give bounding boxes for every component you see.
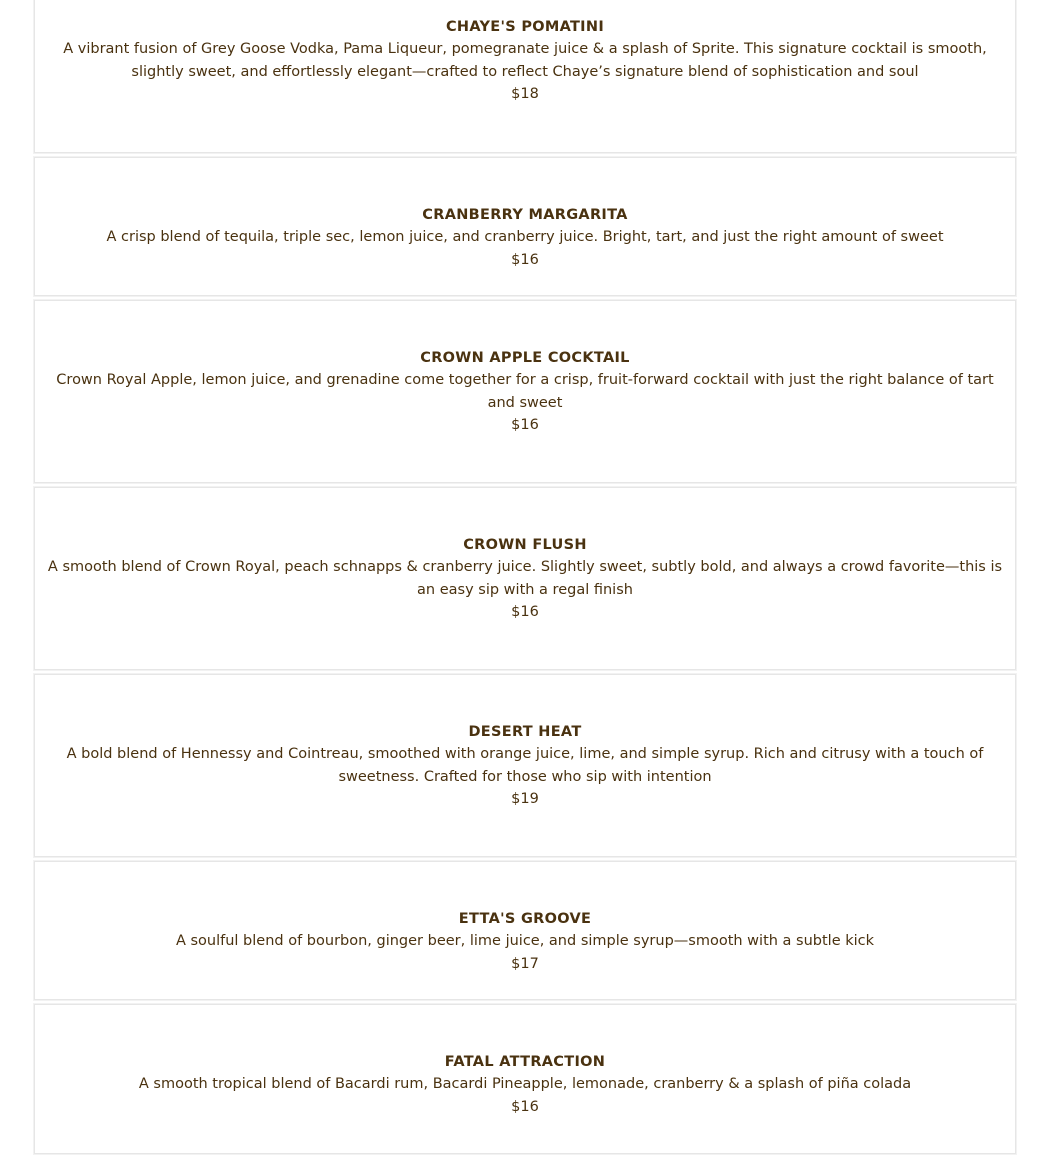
menu-item-card: [34, 300, 1016, 483]
menu-item-card: [34, 674, 1016, 857]
menu-item-name: ETTA'S GROOVE: [458, 911, 592, 927]
menu-item-name: CHAYE'S POMATINI: [445, 19, 605, 35]
menu-item-description: A soulful blend of bourbon, ginger beer, lime juice, and simple syrup—smooth with a subtle kick: [175, 933, 875, 949]
menu-item-name: CROWN FLUSH: [463, 537, 587, 553]
cocktail-menu-list: [34, 0, 1016, 1158]
menu-item-description: A bold blend of Hennessy and Cointreau, smoothed with orange juice, lime, and simple syrup. Rich and citrusy with a touch of sweetness. Crafted for those who sip with intention: [66, 746, 984, 785]
menu-item-card: [34, 0, 1016, 153]
menu-item-price: $17: [511, 955, 539, 972]
menu-item-name: DESERT HEAT: [468, 724, 582, 740]
menu-item-price: $16: [511, 604, 539, 620]
menu-item-price: $18: [511, 86, 539, 102]
menu-item-name: FATAL ATTRACTION: [444, 1054, 606, 1070]
menu-item-card: [34, 487, 1016, 670]
menu-item-price: $16: [511, 417, 539, 433]
menu-item-description: A vibrant fusion of Grey Goose Vodka, Pama Liqueur, pomegranate juice & a splash of Sprite. This signature cocktail is smooth, slightly sweet, and effortlessly elegant—crafted to reflect Chaye’s signature blend of sophistication and soul: [63, 41, 987, 80]
menu-item-price: $16: [511, 1098, 539, 1115]
menu-item-price: $16: [511, 251, 539, 268]
menu-item-name: CRANBERRY MARGARITA: [422, 207, 628, 223]
menu-item-description: Crown Royal Apple, lemon juice, and grenadine come together for a crisp, fruit-forward cocktail with just the right balance of tart and sweet: [56, 372, 994, 411]
menu-item-price: $19: [511, 791, 539, 807]
menu-item-name: CROWN APPLE COCKTAIL: [420, 350, 630, 366]
menu-item-card: [34, 861, 1016, 1000]
menu-item-description: A smooth tropical blend of Bacardi rum, Bacardi Pineapple, lemonade, cranberry & a splash of piña colada: [138, 1076, 912, 1092]
menu-item-card: [34, 157, 1016, 296]
menu-item-card: [34, 1004, 1016, 1154]
menu-item-description: A smooth blend of Crown Royal, peach schnapps & cranberry juice. Slightly sweet, subtly bold, and always a crowd favorite—this is an easy sip with a regal finish: [47, 559, 1003, 598]
menu-item-description: A crisp blend of tequila, triple sec, lemon juice, and cranberry juice. Bright, tart, and just the right amount of sweet: [106, 229, 944, 245]
